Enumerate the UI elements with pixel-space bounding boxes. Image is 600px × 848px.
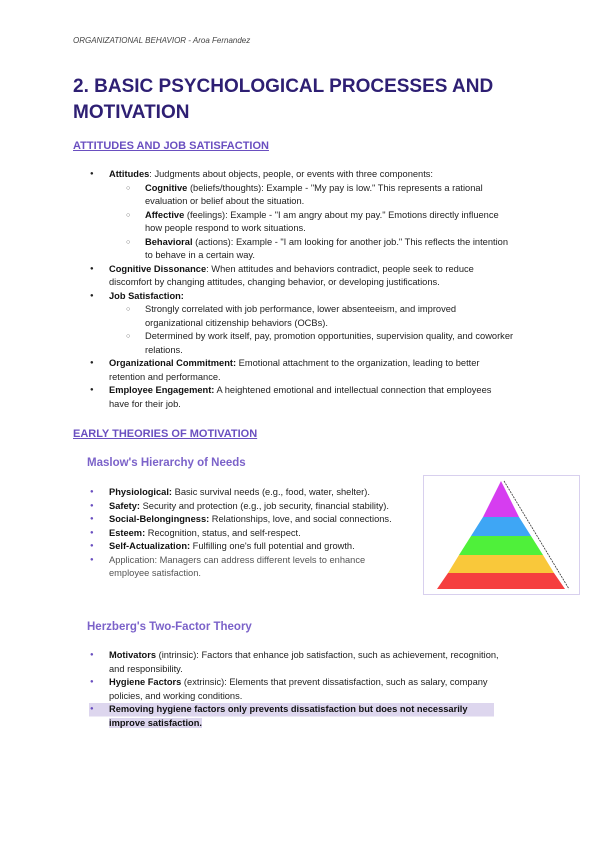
list-item — [89, 168, 514, 182]
list-item — [89, 649, 499, 676]
term: Affective — [145, 209, 185, 220]
herzberg-heading: Herzberg's Two-Factor Theory — [87, 621, 252, 633]
term: Self-Actualization: — [109, 541, 191, 551]
list-item — [89, 290, 514, 304]
definition: Fulfilling one's full potential and growth. — [190, 541, 355, 551]
pyramid-level-safety — [448, 555, 554, 573]
definition: (beliefs/thoughts): Example - "My pay is low." This represents a rational evaluation or belief about the situation. — [145, 182, 483, 206]
term: Social-Belongingness: — [109, 514, 210, 524]
page-header: ORGANIZATIONAL BEHAVIOR - Aroa Fernandez — [73, 36, 251, 45]
list-item — [89, 384, 514, 411]
term: Safety: — [109, 500, 141, 511]
definition: (feelings): Example - "I am angry about my pay." Emotions directly influence how people respond to work situations. — [145, 209, 499, 233]
list-item — [89, 540, 394, 554]
term: Employee Engagement: — [109, 385, 215, 395]
definition: Strongly correlated with job performance, lower absenteeism, and improved organizational citizenship behaviors (OCBs). — [145, 304, 457, 328]
definition: Security and protection (e.g., job security, financial stability). — [140, 500, 389, 511]
list-item — [89, 486, 394, 500]
list-item — [89, 527, 394, 541]
maslow-pyramid-image — [423, 475, 580, 595]
term: Cognitive — [145, 182, 188, 193]
section-heading-motivation: EARLY THEORIES OF MOTIVATION — [73, 428, 258, 440]
pyramid-level-physiological — [437, 573, 565, 589]
attitudes-list — [89, 168, 514, 411]
definition: Emotional attachment to the organization, leading to better retention and performance. — [109, 358, 480, 382]
definition: Determined by work itself, pay, promotion opportunities, supervision quality, and coworker relations. — [145, 331, 514, 355]
definition: : When attitudes and behaviors contradict, people seek to reduce discomfort by changing attitudes, changing behavior, or developing justifications. — [109, 263, 474, 287]
term: Attitudes — [109, 169, 150, 179]
definition: Relationships, love, and social connections. — [209, 514, 392, 524]
highlighted-list-item — [89, 703, 499, 730]
list-item — [89, 330, 514, 357]
list-item — [89, 500, 394, 514]
term: Organizational Commitment: — [109, 358, 237, 368]
list-item — [89, 676, 499, 703]
definition: Basic survival needs (e.g., food, water, shelter). — [172, 487, 370, 497]
definition: (extrinsic): Elements that prevent dissatisfaction, such as salary, company policies, and working conditions. — [109, 677, 488, 701]
list-item — [89, 236, 514, 263]
list-item — [89, 182, 514, 209]
term: Physiological: — [109, 487, 173, 497]
highlight-text: Removing hygiene factors only prevents dissatisfaction but does not necessarily improve satisfaction. — [109, 704, 468, 728]
pyramid-level-belonging — [459, 536, 543, 555]
term: Hygiene Factors — [109, 677, 182, 687]
list-item — [89, 513, 394, 527]
section-heading-attitudes: ATTITUDES AND JOB SATISFACTION — [73, 140, 269, 152]
list-item — [89, 209, 514, 236]
definition: Recognition, status, and self-respect. — [145, 527, 301, 538]
list-item — [89, 554, 394, 581]
term: Esteem: — [109, 527, 146, 538]
term: Job Satisfaction: — [109, 290, 184, 301]
definition: (actions): Example - "I am looking for another job." This reflects the intention to behave in a certain way. — [145, 236, 508, 260]
pyramid-level-self-actualization — [483, 481, 519, 517]
pyramid-level-esteem — [471, 517, 531, 536]
application-note: Application: Managers can address different levels to enhance employee satisfaction. — [109, 554, 366, 578]
definition: A heightened emotional and intellectual connection that employees have for their job. — [109, 385, 492, 409]
term: Motivators — [109, 650, 157, 660]
term: Cognitive Dissonance — [109, 263, 207, 274]
definition: : Judgments about objects, people, or events with three components: — [149, 169, 434, 179]
definition: (intrinsic): Factors that enhance job satisfaction, such as achievement, recognition, and responsibility. — [109, 650, 499, 674]
list-item — [89, 357, 514, 384]
maslow-heading: Maslow's Hierarchy of Needs — [87, 457, 246, 469]
term: Behavioral — [145, 236, 193, 247]
list-item — [89, 303, 514, 330]
list-item — [89, 263, 514, 290]
herzberg-list — [89, 649, 499, 730]
maslow-list — [89, 486, 394, 581]
page-title: 2. BASIC PSYCHOLOGICAL PROCESSES AND MOTIVATION — [73, 76, 494, 123]
